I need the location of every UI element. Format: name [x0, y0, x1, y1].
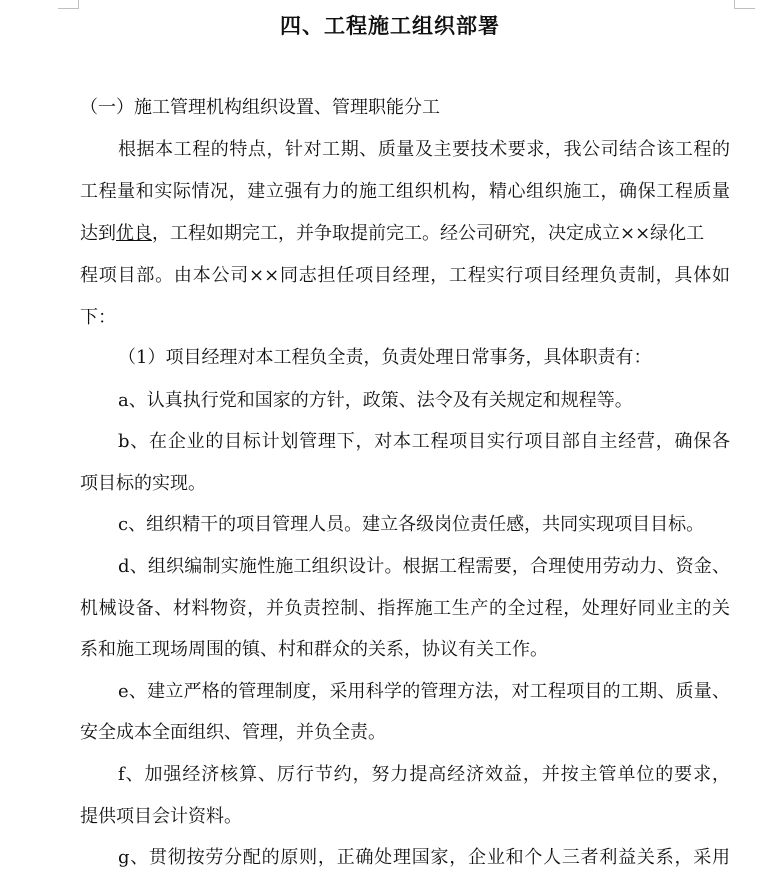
- duty-heading: （1）项目经理对本工程负全责，负责处理日常事务，具体职责有：: [118, 347, 652, 368]
- duty-b-line-1: b、在企业的目标计划管理下，对本工程项目实行项目部自主经营，确保各: [118, 431, 730, 452]
- intro-line-1: 根据本工程的特点，针对工期、质量及主要技术要求，我公司结合该工程的: [118, 139, 730, 160]
- duty-f-line-1: f、加强经济核算、厉行节约，努力提高经济效益，并按主管单位的要求，: [118, 764, 730, 785]
- duty-a: a、认真执行党和国家的方针，政策、法令及有关规定和规程等。: [118, 390, 633, 411]
- section-title: （一）施工管理机构组织设置、管理职能分工: [80, 97, 440, 118]
- intro-text: ，工程如期完工，并争取提前完工。经公司研究，决定成立××绿化工: [152, 223, 705, 244]
- duty-e-line-1: e、建立严格的管理制度，采用科学的管理方法，对工程项目的工期、质量、: [118, 681, 730, 702]
- intro-line-4: 程项目部。由本公司××同志担任项目经理，工程实行项目经理负责制，具体如: [80, 265, 730, 286]
- intro-line-5: 下：: [80, 307, 116, 328]
- duty-b-line-2: 项目标的实现。: [80, 473, 206, 494]
- duty-d-line-2: 机械设备、材料物资，并负责控制、指挥施工生产的全过程，处理好同业主的关: [80, 598, 730, 619]
- quality-level: 优良: [116, 223, 152, 244]
- duty-g-line-1: g、贯彻按劳分配的原则，正确处理国家，企业和个人三者利益关系，采用: [118, 847, 730, 868]
- duty-f-line-2: 提供项目会计资料。: [80, 806, 242, 827]
- intro-line-2: 工程量和实际情况，建立强有力的施工组织机构，精心组织施工，确保工程质量: [80, 181, 730, 202]
- duty-c: c、组织精干的项目管理人员。建立各级岗位责任感，共同实现项目目标。: [118, 514, 705, 535]
- page-corner-mark-left: [58, 0, 79, 9]
- page-corner-mark-right: [734, 0, 755, 9]
- page-title: 四、工程施工组织部署: [280, 13, 500, 38]
- duty-d-line-3: 系和施工现场周围的镇、村和群众的关系，协议有关工作。: [80, 639, 548, 660]
- intro-line-3: [80, 222, 730, 246]
- duty-d-line-1: d、组织编制实施性施工组织设计。根据工程需要，合理使用劳动力、资金、: [118, 556, 730, 577]
- duty-e-line-2: 安全成本全面组织、管理，并负全责。: [80, 722, 386, 743]
- intro-text: 达到: [80, 223, 116, 244]
